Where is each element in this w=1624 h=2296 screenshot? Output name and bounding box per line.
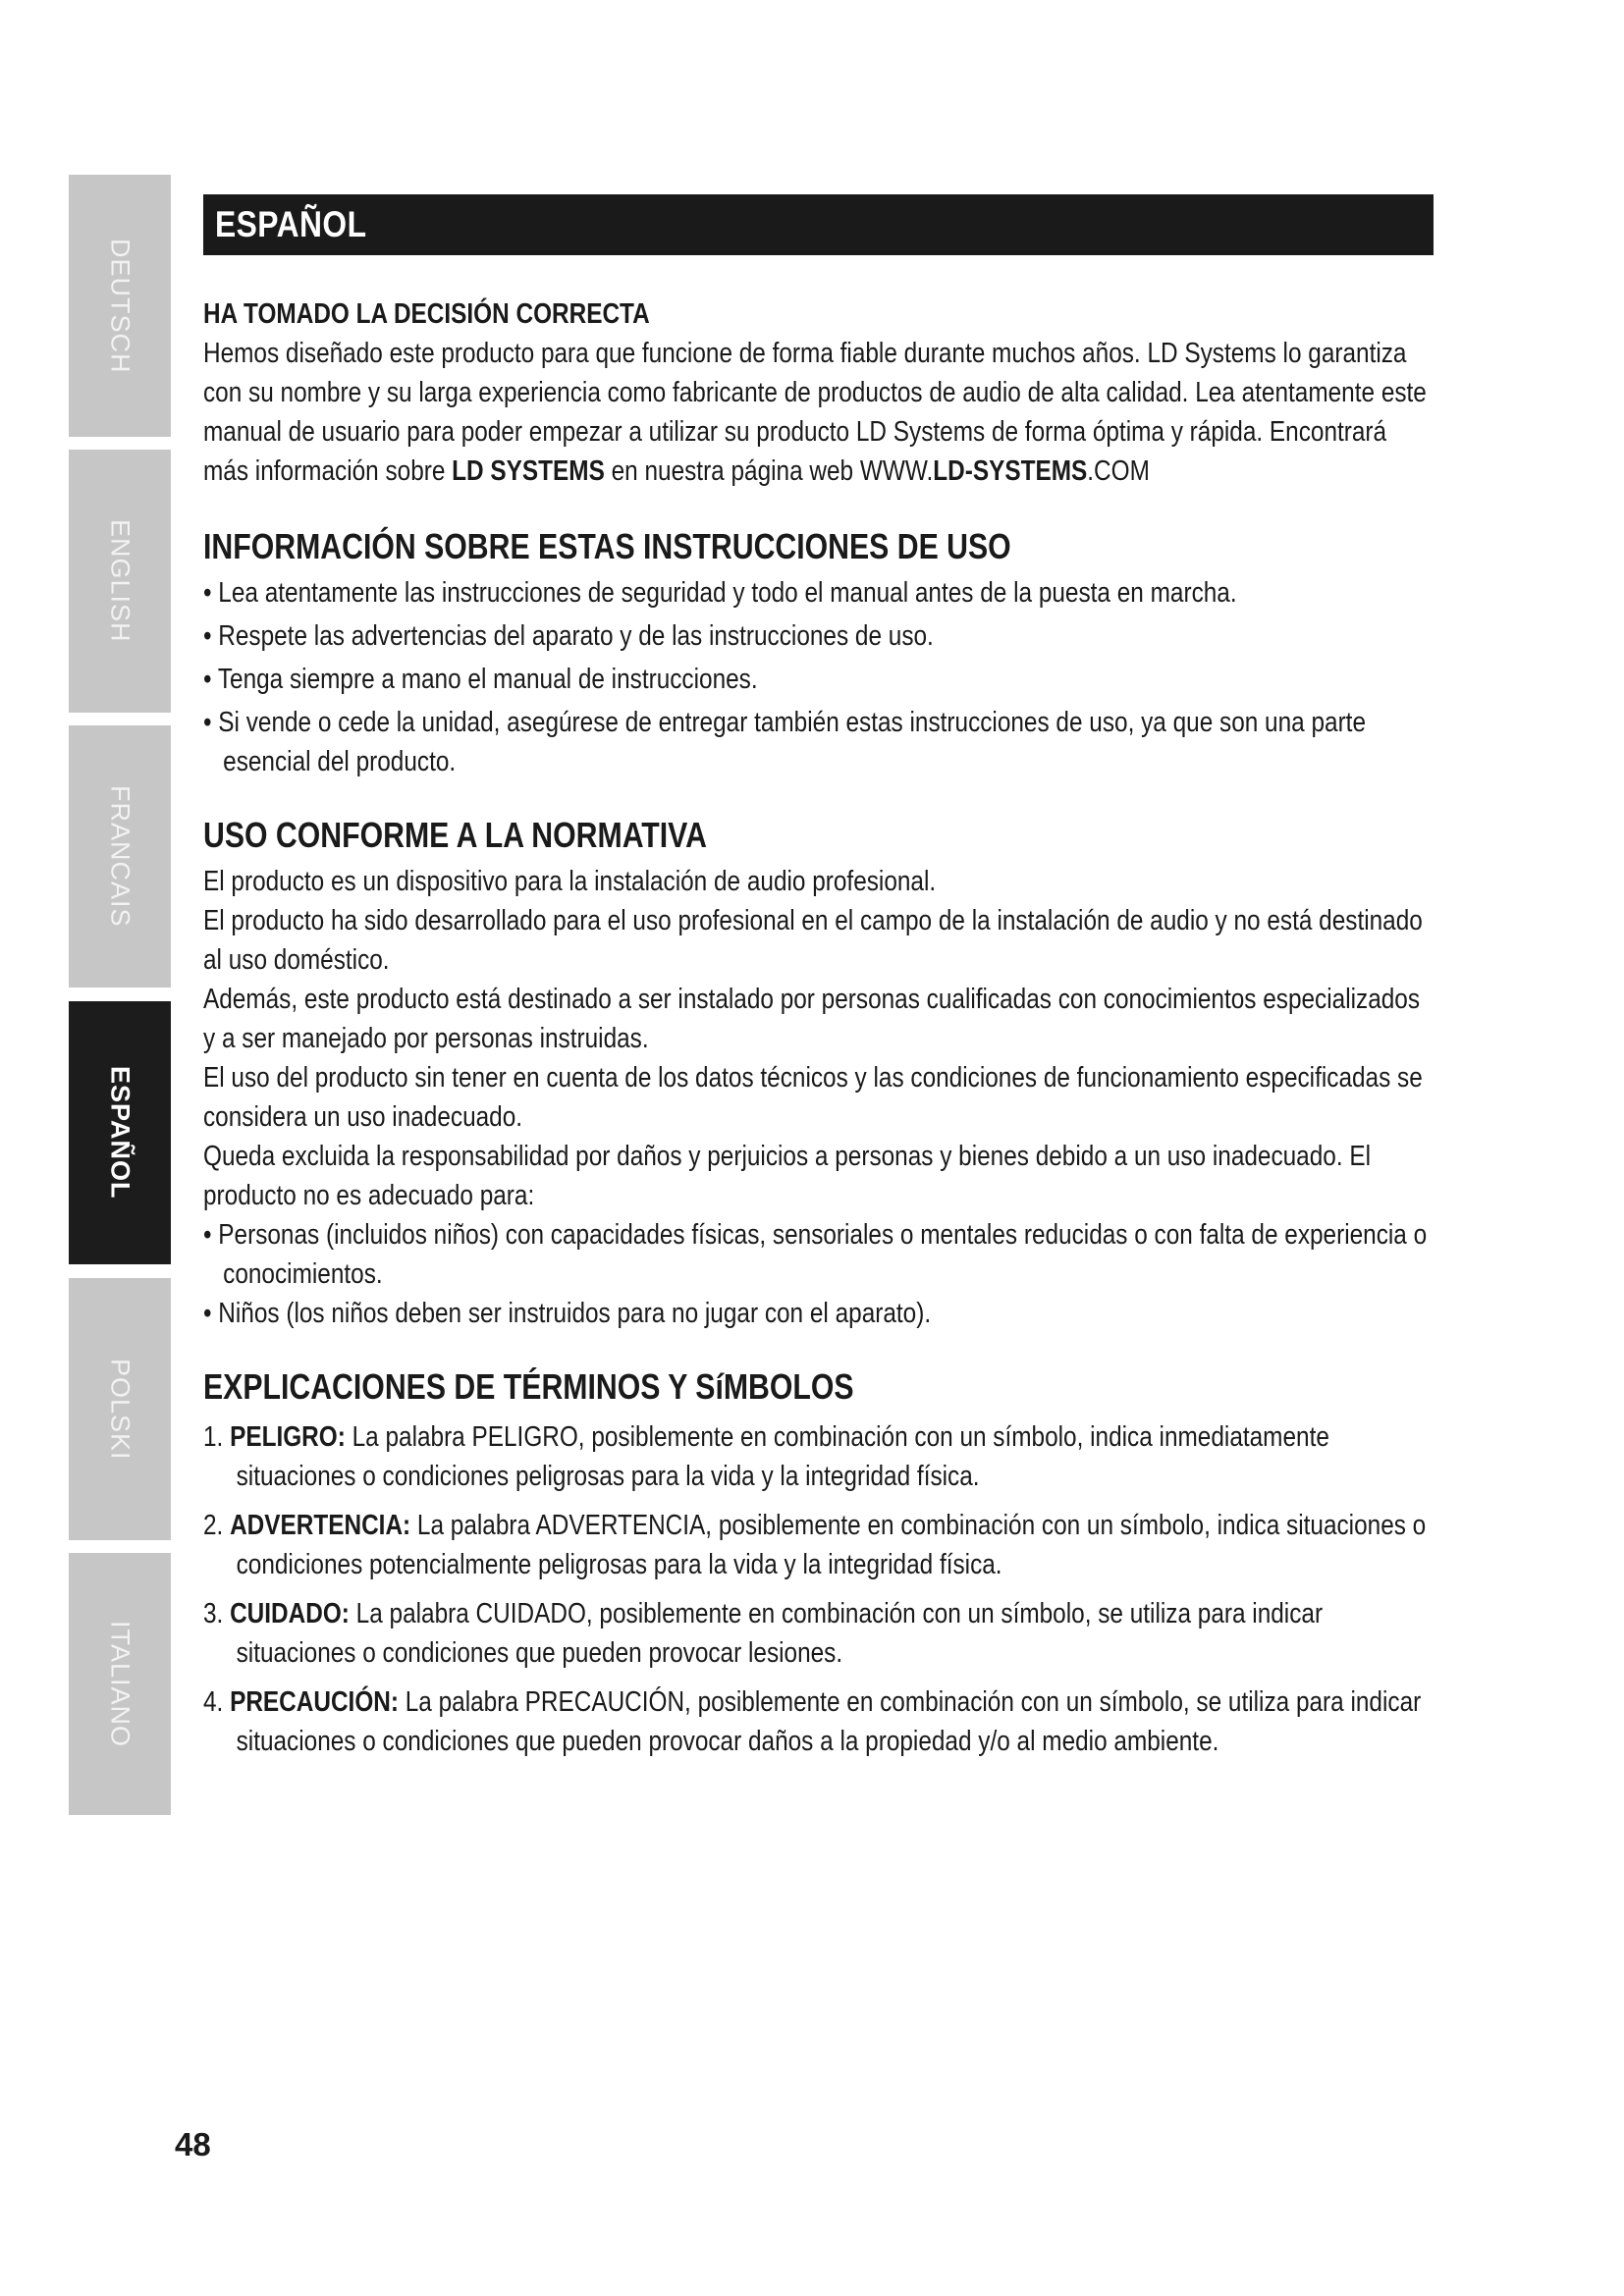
tab-espanol[interactable] bbox=[69, 1001, 171, 1264]
info-heading: INFORMACIÓN SOBRE ESTAS INSTRUCCIONES DE USO bbox=[203, 526, 1011, 566]
terms-section bbox=[203, 1364, 1433, 1761]
terms-item-number: 3. bbox=[203, 1598, 224, 1629]
uso-paragraph: Queda excluida la responsabilidad por daños y perjuicios a personas y bienes debido a un uso inadecuado. El producto no es adecuado para: bbox=[203, 1141, 1372, 1211]
intro-paragraph bbox=[203, 334, 1433, 491]
tab-polski[interactable] bbox=[69, 1278, 171, 1540]
tab-deutsch[interactable] bbox=[69, 175, 171, 437]
terms-heading: EXPLICACIONES DE TÉRMINOS Y SíMBOLOS bbox=[203, 1366, 854, 1407]
tab-francais-label: FRANCAIS bbox=[105, 785, 135, 928]
terms-item-number: 1. bbox=[203, 1421, 224, 1453]
info-bullet: • Tenga siempre a mano el manual de instrucciones. bbox=[203, 664, 758, 695]
terms-item-term: PELIGRO: bbox=[230, 1421, 346, 1453]
page-number: 48 bbox=[175, 2126, 211, 2163]
terms-item bbox=[203, 1594, 1433, 1673]
uso-paragraph: El producto ha sido desarrollado para el uso profesional en el campo de la instalación de audio y no está destinado al uso doméstico. bbox=[203, 905, 1423, 976]
terms-item-term: PRECAUCIÓN: bbox=[230, 1686, 399, 1718]
info-bullet: • Si vende o cede la unidad, asegúrese de entregar también estas instrucciones de uso, ya que son una parte esencial del producto. bbox=[203, 707, 1367, 777]
terms-item-number: 4. bbox=[203, 1686, 224, 1718]
uso-heading: USO CONFORME A LA NORMATIVA bbox=[203, 815, 707, 855]
uso-paragraph: El uso del producto sin tener en cuenta de los datos técnicos y las condiciones de funcionamiento especificadas se considera un uso inadecuado. bbox=[203, 1062, 1423, 1133]
section-banner bbox=[203, 194, 1434, 255]
terms-item-term: CUIDADO: bbox=[230, 1598, 350, 1629]
uso-bullet: • Niños (los niños deben ser instruidos para no jugar con el aparato). bbox=[203, 1298, 932, 1329]
intro-web-suffix: .COM bbox=[1087, 455, 1150, 487]
terms-item bbox=[203, 1682, 1433, 1761]
uso-bullet: • Personas (incluidos niños) con capacidades físicas, sensoriales o mentales reducidas o con falta de experiencia o conocimientos. bbox=[203, 1219, 1428, 1290]
tab-english[interactable] bbox=[69, 450, 171, 713]
tab-italiano[interactable] bbox=[69, 1553, 171, 1815]
banner-title: ESPAÑOL bbox=[215, 204, 367, 244]
terms-item-text: La palabra PRECAUCIÓN, posiblemente en combinación con un símbolo, se utiliza para indicar situaciones o condiciones que pueden provocar daños a la propiedad y/o al medio ambiente. bbox=[236, 1686, 1422, 1757]
uso-section bbox=[203, 813, 1433, 1333]
terms-item bbox=[203, 1506, 1433, 1584]
info-bullet: • Lea atentamente las instrucciones de seguridad y todo el manual antes de la puesta en marcha. bbox=[203, 577, 1237, 609]
terms-item-text: La palabra CUIDADO, posiblemente en combinación con un símbolo, se utiliza para indicar situaciones o condiciones que pueden provocar lesiones. bbox=[236, 1598, 1324, 1669]
intro-text-2: en nuestra página web WWW. bbox=[611, 455, 934, 487]
terms-item-text: La palabra PELIGRO, posiblemente en combinación con un símbolo, indica inmediatamente situaciones o condiciones peligrosas para la vida y la integridad física. bbox=[236, 1421, 1329, 1492]
tab-english-label: ENGLISH bbox=[105, 519, 135, 643]
intro-section bbox=[203, 296, 1433, 491]
uso-paragraph: Además, este producto está destinado a ser instalado por personas cualificadas con conocimientos especializados y a ser manejado por personas instruidas. bbox=[203, 984, 1421, 1054]
terms-item bbox=[203, 1417, 1433, 1496]
info-bullet: • Respete las advertencias del aparato y de las instrucciones de uso. bbox=[203, 620, 934, 652]
terms-item-term: ADVERTENCIA: bbox=[230, 1510, 411, 1541]
tab-polski-label: POLSKI bbox=[105, 1358, 135, 1461]
tab-deutsch-label: DEUTSCH bbox=[105, 238, 135, 374]
uso-paragraph: El producto es un dispositivo para la instalación de audio profesional. bbox=[203, 866, 937, 897]
intro-brand: LD SYSTEMS bbox=[452, 455, 605, 487]
terms-item-number: 2. bbox=[203, 1510, 224, 1541]
intro-heading: HA TOMADO LA DECISIÓN CORRECTA bbox=[203, 298, 650, 330]
page-content bbox=[203, 194, 1434, 1761]
terms-item-text: La palabra ADVERTENCIA, posiblemente en combinación con un símbolo, indica situaciones o condiciones potencialmente peligrosas para la vida y la integridad física. bbox=[236, 1510, 1427, 1580]
intro-web-brand: LD-SYSTEMS bbox=[933, 455, 1088, 487]
tab-espanol-label: ESPAÑOL bbox=[105, 1066, 135, 1200]
tab-italiano-label: ITALIANO bbox=[105, 1620, 135, 1748]
text-body bbox=[203, 296, 1433, 1761]
info-section bbox=[203, 524, 1433, 781]
intro-text-1: Hemos diseñado este producto para que funcione de forma fiable durante muchos años. LD Systems lo garantiza con su nombre y su larga experiencia como fabricante de productos de audio de alta calidad. Lea atentamente este manual de usuario para poder empezar a utilizar su producto LD Systems de forma óptima y rápida. Encontrará más información sobre bbox=[203, 338, 1427, 487]
tab-francais[interactable] bbox=[69, 725, 171, 988]
